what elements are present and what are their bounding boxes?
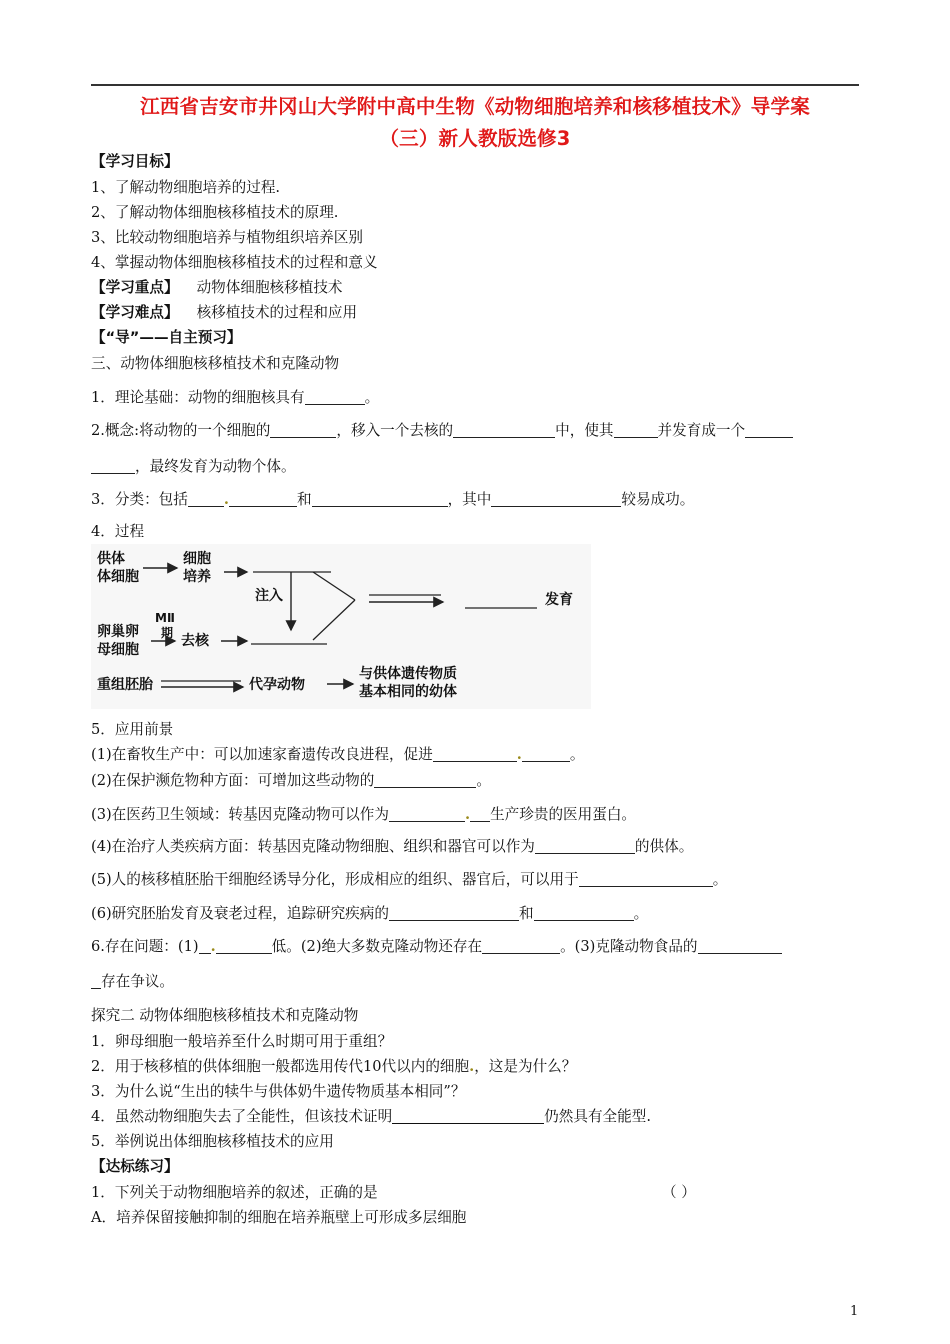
fill-blank — [91, 458, 135, 474]
explore-item-4-text: 4．虽然动物细胞失去了全能性，但该技术证明 — [91, 1108, 393, 1125]
diagram-offspring-label: 基本相同的幼体 — [359, 684, 457, 700]
q6-text-a: 6.存在问题：(1) — [91, 938, 199, 955]
question-3 — [91, 488, 694, 509]
fill-blank — [491, 491, 621, 507]
question-6-cont — [91, 970, 174, 991]
q2-text-d: 并发育成一个 — [657, 422, 746, 439]
explore-item-2-end: ，这是为什么？ — [474, 1058, 577, 1075]
diagram-stage-label: 期 — [161, 626, 174, 640]
diagram-enucleate-label: 去核 — [181, 633, 209, 649]
application-1 — [91, 743, 584, 764]
q6-text-b: 低。(2)绝大多数克隆动物还存在 — [271, 938, 483, 955]
app6-text-b: 和 — [518, 905, 534, 922]
fill-blank — [470, 806, 490, 822]
fill-blank — [270, 422, 336, 438]
application-4 — [91, 835, 693, 856]
explore-item: 3．为什么说“生出的犊牛与供体奶牛遗传物质基本相同”？ — [91, 1083, 466, 1100]
difficulty-line — [91, 301, 357, 322]
practice-question-1: 1．下列关于动物细胞培养的叙述，正确的是 — [91, 1184, 378, 1201]
app3-end: 生产珍贵的医用蛋白。 — [490, 806, 637, 823]
fill-blank — [392, 1108, 544, 1124]
explore-item — [91, 1105, 651, 1126]
key-point-label: 【学习重点】 — [91, 279, 179, 296]
objective-item: 1、了解动物细胞培养的过程. — [91, 179, 281, 196]
fill-blank — [91, 973, 101, 989]
application-2 — [91, 769, 491, 790]
document-title-line2: （三）新人教版选修3 — [379, 127, 571, 150]
page-number: 1 — [850, 1304, 859, 1319]
fill-blank — [614, 422, 658, 438]
fill-blank — [389, 806, 465, 822]
highlight-dot: . — [464, 806, 471, 823]
fill-blank — [534, 905, 634, 921]
diagram-oocyte-label: 卵巢卵 — [97, 624, 139, 640]
key-point-line — [91, 276, 343, 297]
fill-blank — [389, 905, 519, 921]
question-2 — [91, 419, 793, 440]
app2-text: (2)在保护濒危物种方面：可增加这些动物的 — [91, 772, 375, 789]
diagram-donor-label: 体细胞 — [97, 569, 139, 585]
fill-blank — [229, 491, 297, 507]
explore-item: 5．举例说出体细胞核移植技术的应用 — [91, 1133, 334, 1150]
application-3 — [91, 803, 636, 824]
fill-blank — [374, 772, 476, 788]
practice-option-a: A．培养保留接触抑制的细胞在培养瓶壁上可形成多层细胞 — [91, 1209, 467, 1226]
q2-text-a: 2.概念:将动物的一个细胞的 — [91, 422, 271, 439]
explore-item-4-end: 仍然具有全能型. — [544, 1108, 651, 1125]
objectives-heading: 【学习目标】 — [91, 153, 179, 170]
q3-text-d: 较易成功。 — [621, 491, 695, 508]
objective-item: 2、了解动物体细胞核移植技术的原理. — [91, 204, 339, 221]
app4-text: (4)在治疗人类疾病方面：转基因克隆动物细胞、组织和器官可以作为 — [91, 838, 535, 855]
diagram-surrogate-label: 代孕动物 — [249, 677, 305, 693]
app3-text: (3)在医药卫生领域：转基因克隆动物可以作为 — [91, 806, 389, 823]
q6-text-c: 。(3)克隆动物食品的 — [560, 938, 698, 955]
explore-item: 1．卵母细胞一般培养至什么时期可用于重组？ — [91, 1033, 393, 1050]
header-rule — [91, 84, 859, 86]
q6-text-d: 存在争议。 — [101, 973, 174, 990]
q3-text-a: 3．分类：包括 — [91, 491, 188, 508]
diagram-stage-label: MⅡ — [155, 611, 175, 625]
diagram-oocyte-label: 母细胞 — [97, 642, 139, 658]
question-2-cont — [91, 455, 296, 476]
app5-end: 。 — [712, 871, 728, 888]
explore-item — [91, 1055, 576, 1076]
diagram-donor-label: 供体 — [97, 551, 125, 567]
diagram-offspring-label: 与供体遗传物质 — [359, 666, 457, 682]
fill-blank — [433, 746, 517, 762]
question-4: 4．过程 — [91, 523, 145, 540]
practice-heading: 【达标练习】 — [91, 1158, 179, 1175]
q1-end: 。 — [364, 389, 380, 406]
key-point-text: 动物体细胞核移植技术 — [196, 279, 343, 296]
highlight-dot: . — [516, 746, 522, 763]
fill-blank — [745, 422, 793, 438]
fill-blank — [522, 746, 570, 762]
fill-blank — [453, 422, 555, 438]
app5-text: (5)人的核移植胚胎干细胞经诱导分化，形成相应的组织、器官后，可以用于 — [91, 871, 579, 888]
q2-text-c: 中，使其 — [555, 422, 614, 439]
diagram-culture-label: 细胞 — [183, 551, 211, 567]
applications-title: 5．应用前景 — [91, 721, 174, 738]
q2-text-b: ，移入一个去核的 — [336, 422, 454, 439]
fill-blank — [188, 491, 224, 507]
application-5 — [91, 868, 727, 889]
app1-end: 。 — [569, 746, 585, 763]
q3-text-c: ，其中 — [447, 491, 492, 508]
diagram-develop-label: 发育 — [545, 592, 573, 608]
q1-text: 1．理论基础：动物的细胞核具有 — [91, 389, 305, 406]
application-6 — [91, 902, 648, 923]
diagram-inject-label: 注入 — [255, 588, 283, 604]
highlight-dot: . — [469, 1058, 475, 1075]
app4-end: 的供体。 — [634, 838, 694, 855]
question-6 — [91, 935, 782, 956]
difficulty-text: 核移植技术的过程和应用 — [196, 304, 358, 321]
objective-item: 4、掌握动物体细胞核移植技术的过程和意义 — [91, 254, 378, 271]
difficulty-label: 【学习难点】 — [91, 304, 179, 321]
fill-blank — [199, 938, 211, 954]
fill-blank — [579, 871, 713, 887]
app6-text: (6)研究胚胎发育及衰老过程，追踪研究疾病的 — [91, 905, 389, 922]
app1-text: (1)在畜牧生产中：可以加速家畜遗传改良进程，促进 — [91, 746, 433, 763]
objective-item: 3、比较动物细胞培养与植物组织培养区别 — [91, 229, 363, 246]
highlight-dot: . — [223, 491, 229, 508]
explore-item-2-text: 2．用于核移植的供体细胞一般都选用传代10代以内的细胞 — [91, 1058, 470, 1075]
fill-blank — [698, 938, 782, 954]
diagram-culture-label: 培养 — [183, 569, 211, 585]
q3-text-b: 和 — [296, 491, 312, 508]
diagram-embryo-label: 重组胚胎 — [97, 677, 153, 693]
q2-text-e: ，最终发育为动物个体。 — [135, 458, 296, 475]
document-title-line1: 江西省吉安市井冈山大学附中高中生物《动物细胞培养和核移植技术》导学案 — [140, 95, 810, 118]
highlight-dot: . — [210, 938, 216, 955]
explore-title: 探究二 动物体细胞核移植技术和克隆动物 — [91, 1007, 359, 1024]
app2-end: 。 — [476, 772, 491, 789]
preview-heading: 【“导”——自主预习】 — [91, 329, 242, 346]
fill-blank — [535, 838, 635, 854]
question-1 — [91, 386, 379, 407]
section3-title: 三、动物体细胞核移植技术和克隆动物 — [91, 355, 340, 372]
fill-blank — [312, 491, 448, 507]
nuclear-transfer-process-diagram — [91, 544, 591, 709]
answer-parentheses: （ ） — [662, 1184, 696, 1201]
fill-blank — [305, 389, 365, 405]
fill-blank — [216, 938, 272, 954]
fill-blank — [482, 938, 560, 954]
app6-end: 。 — [633, 905, 649, 922]
